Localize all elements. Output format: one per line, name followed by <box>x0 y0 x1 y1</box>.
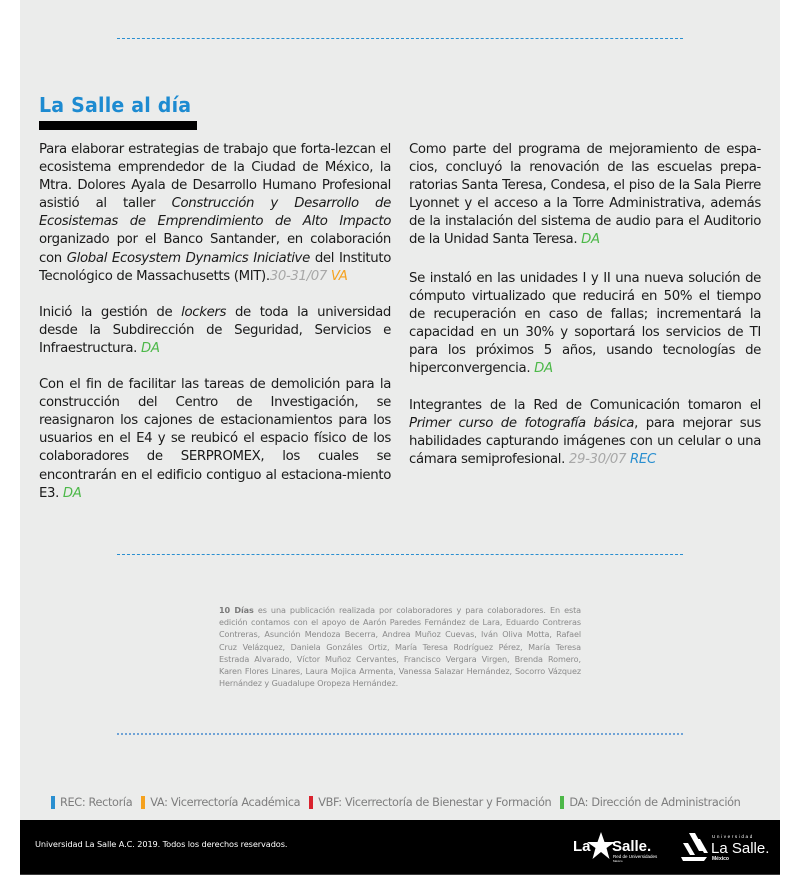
divider-top <box>117 38 683 39</box>
article-text: Se instaló en las unidades I y II una nueva solución de cómputo virtualizado que reducirá en 50% el tiempo de recuperación en caso de fallas; incrementará la capacidad en un 30% y soportará los servicios de TI para los próximos 5 años, usando tecnologías de hiperconvergencia. <box>409 270 761 377</box>
la-salle-emblem-icon <box>681 833 708 861</box>
dept-tag: DA <box>581 232 600 248</box>
article-mit-workshop <box>39 141 391 286</box>
article-date: 30-31/07 <box>269 268 327 284</box>
legend-swatch <box>51 796 55 809</box>
left-column <box>39 141 391 521</box>
article-italic: lockers <box>181 304 227 320</box>
legend-item-va <box>141 796 300 809</box>
legend-swatch <box>560 796 564 809</box>
dept-tag: DA <box>140 340 160 356</box>
la-salle-network-logo <box>571 829 676 865</box>
section-title: La Salle al día <box>39 93 192 117</box>
divider-bottom <box>117 733 683 735</box>
logo1-sub: Red de Universidades <box>613 854 658 859</box>
dept-tag: DA <box>534 361 553 377</box>
legend-item-rec <box>51 796 132 809</box>
footer <box>20 820 780 875</box>
star-icon <box>587 832 615 859</box>
article-parking <box>39 376 391 503</box>
article-virtualization <box>409 270 761 379</box>
article-photography <box>409 397 761 469</box>
logo1-la: La <box>573 838 591 855</box>
article-date: 29-30/07 <box>568 452 627 468</box>
department-legend <box>51 794 771 810</box>
article-text: organizado por el Banco Santander, en colaboración con <box>39 232 391 266</box>
article-text: Con el fin de facilitar las tareas de demolición para la construcción del Centro de Investigación, se reasignaron los cajones de estacionamientos para los usuarios en el E4 y se reubicó el espacio físico de los colaboradores de SERPROMEX, los cuales se encontrarán en el edificio contiguo al estaciona-miento E3. <box>39 377 391 501</box>
article-text: Inició la gestión de <box>39 304 182 320</box>
right-column <box>409 141 761 488</box>
article-text: Integrantes de la Red de Comunicación tomaron el <box>409 398 761 414</box>
article-spaces <box>409 141 761 250</box>
legend-label: VA: Vicerrectoría Académica <box>150 795 301 809</box>
dept-tag: REC <box>630 452 656 468</box>
article-text: del Instituto Tecnológico de Massachusetts (MIT). <box>39 250 392 284</box>
logo1-salle: Salle. <box>612 838 652 855</box>
article-text: Como parte del programa de mejoramiento de espa-cios, concluyó la renovación de las escuelas prepa-ratorias Santa Teresa, Condesa, el piso de la Sala Pierre Lyonnet y el acceso a la Torre Administrativa, además de la instalación del sistema de audio para el Auditorio de la Unidad Santa Teresa. <box>409 142 761 248</box>
publication-name: 10 Días <box>219 605 254 615</box>
legend-item-da <box>560 796 740 809</box>
legend-label: DA: Dirección de Administración <box>569 795 741 809</box>
logo2-sub: México <box>712 856 729 862</box>
legend-swatch <box>141 796 145 809</box>
title-underline <box>39 121 197 130</box>
logo2-top: Universidad <box>712 834 754 839</box>
logo1-sub2: México <box>613 859 623 863</box>
legend-item-vbf <box>309 796 551 809</box>
dept-tag: DA <box>62 485 82 501</box>
workshop-title: Construcción y Desarrollo de Ecosistemas de Emprendimiento de Alto Impacto <box>39 196 391 230</box>
article-text: Para elaborar estrategias de trabajo que forta-lezcan el ecosistema emprendedor de la Ciudad de México, la Mtra. Dolores Ayala de Desarrollo Humano Profesional asistió al taller <box>39 142 391 212</box>
article-text: , para mejorar sus habilidades capturando imágenes con un celular o una cámara semiprofesional. <box>409 416 761 468</box>
copyright-text: Universidad La Salle A.C. 2019. Todos los derechos reservados. <box>35 839 288 849</box>
course-title: Primer curso de fotografía básica <box>409 416 635 432</box>
legend-swatch <box>309 796 313 809</box>
logo2-name: La Salle. <box>711 840 770 857</box>
article-text: de toda la universidad desde la Subdirección de Seguridad, Servicios e Infraestructura. <box>39 304 391 356</box>
dept-tag: VA <box>330 268 348 284</box>
credits <box>219 604 581 689</box>
initiative-name: Global Ecosystem Dynamics Iniciative <box>66 250 310 266</box>
universidad-la-salle-logo <box>679 829 774 865</box>
legend-label: REC: Rectoría <box>60 795 133 809</box>
credits-text: es una publicación realizada por colaboradores y para colaboradores. En esta edición contamos con el apoyo de Aarón Paredes Fernández de Lara, Eduardo Contreras Contreras, Asunción Mendoza Becerra, Andrea Muñoz Cuevas, Iván Oliva Motta, Rafael Cruz Velázquez, Daniela Gonzáles Ortiz, María Teresa Rodríguez Pérez, María Teresa Estrada Alvarado, Víctor Muñoz Cervantes, Francisco Vergara Virgen, Brenda Romero, Karen Flores Linares, Laura Mojica Armenta, Vanessa Salazar Hernández, Socorro Vázquez Hernández y Guadalupe Oropeza Hernández. <box>219 605 581 689</box>
divider-middle <box>117 554 683 555</box>
legend-label: VBF: Vicerrectoría de Bienestar y Formación <box>318 795 552 809</box>
article-lockers <box>39 304 391 358</box>
